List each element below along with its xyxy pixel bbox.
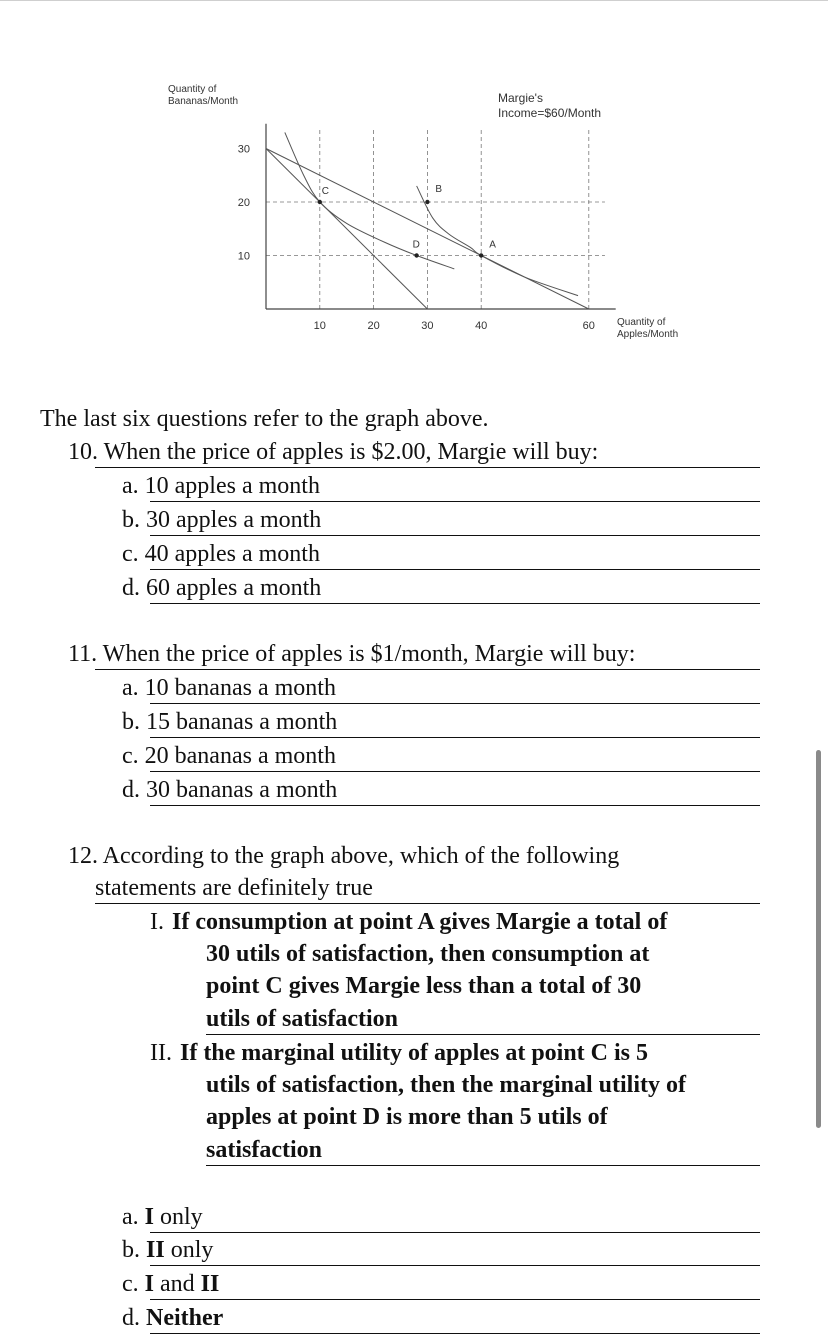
q11-option-c[interactable] <box>0 741 828 771</box>
scrollbar-thumb[interactable] <box>816 750 821 1128</box>
q12-statement-1-text4: utils of satisfaction <box>206 1006 398 1032</box>
x-tick-label-10: 10 <box>313 320 326 332</box>
q12-statement-1-line4 <box>0 1004 828 1034</box>
q12-option-c-prefix: c. <box>122 1271 139 1297</box>
point-D <box>414 253 418 257</box>
q10-option-d-rule <box>150 603 760 604</box>
q12-option-d-rule <box>150 1333 760 1334</box>
point-A <box>479 253 483 257</box>
income-annotation-line1: Margie's <box>498 91 543 105</box>
q12-option-a-rule <box>150 1232 760 1233</box>
q12-statement-2-line1 <box>0 1038 828 1068</box>
q11-option-c-rule <box>150 771 760 772</box>
q10-option-c[interactable] <box>0 539 828 569</box>
y-tick-label-10: 10 <box>237 250 250 263</box>
q12-option-b-rest: only <box>164 1237 214 1263</box>
q12-statement-1-text2: 30 utils of satisfaction, then consumption at <box>206 941 650 967</box>
y-tick-label-20: 20 <box>237 197 250 209</box>
q12-statement-2-line4 <box>0 1135 828 1165</box>
x-tick-label-40: 40 <box>475 320 488 332</box>
q10-option-d[interactable] <box>0 573 828 603</box>
q11-stem-rule <box>95 669 760 670</box>
q11-option-a[interactable] <box>0 673 828 703</box>
q12-statement-2-line3 <box>0 1102 828 1132</box>
q12-option-d-prefix: d. <box>122 1305 140 1331</box>
q12-stem-text1: 12. According to the graph above, which of the following <box>68 843 620 869</box>
q12-statement-1-text3: point C gives Margie less than a total of 30 <box>206 973 642 999</box>
point-label-A: A <box>489 239 496 251</box>
q12-option-c-mid: and <box>154 1271 201 1297</box>
q12-stem-text2: statements are definitely true <box>95 875 373 901</box>
q12-option-b[interactable] <box>0 1235 828 1265</box>
q12-option-c-rule <box>150 1299 760 1300</box>
point-label-D: D <box>412 239 420 251</box>
x-tick-label-20: 20 <box>367 320 380 332</box>
x-tick-label-30: 30 <box>421 320 434 332</box>
q10-option-c-rule <box>150 569 760 570</box>
q10-option-a-rule <box>150 501 760 502</box>
top-border <box>0 0 828 1</box>
q10-option-a[interactable] <box>0 471 828 501</box>
q10-option-b-text: b. 30 apples a month <box>122 507 322 533</box>
q11-option-d-text: d. 30 bananas a month <box>122 777 338 803</box>
point-C <box>318 200 322 204</box>
q12-option-d-bold: Neither <box>146 1305 224 1331</box>
q12-option-c[interactable] <box>0 1269 828 1299</box>
q12-option-b-prefix: b. <box>122 1237 140 1263</box>
q12-statement-2-text1: If the marginal utility of apples at point C is 5 <box>179 1040 649 1066</box>
q11-option-d[interactable] <box>0 775 828 805</box>
q12-statement-1-rule <box>206 1034 760 1035</box>
q12-statement-1-text1: If consumption at point A gives Margie a total of <box>172 909 668 935</box>
q11-stem: 11. When the price of apples is $1/month, Margie will buy: <box>68 641 636 667</box>
q12-statement-1-line1 <box>0 907 828 937</box>
point-label-B: B <box>435 184 443 195</box>
q11-option-a-text: a. 10 bananas a month <box>122 675 336 701</box>
q12-statement-2-rule <box>206 1165 760 1166</box>
y-tick-label-30: 30 <box>237 143 250 156</box>
q12-option-d[interactable] <box>0 1303 828 1333</box>
q12-option-a-prefix: a. <box>122 1204 139 1230</box>
q11-stem-line <box>0 639 828 669</box>
q11-option-c-text: c. 20 bananas a month <box>122 743 336 769</box>
q12-statement-2-text4: satisfaction <box>206 1137 322 1163</box>
intro-line <box>0 404 828 434</box>
q12-statement-1-line3 <box>0 971 828 1001</box>
q10-option-c-text: c. 40 apples a month <box>122 541 320 567</box>
q12-statement-1-line2 <box>0 939 828 969</box>
q11-option-b-text: b. 15 bananas a month <box>122 709 338 735</box>
q11-option-d-rule <box>150 805 760 806</box>
y-axis-label-line1: Quantity of <box>168 84 217 95</box>
q11-option-b[interactable] <box>0 707 828 737</box>
q12-option-a-rest: only <box>154 1204 203 1230</box>
income-annotation-line2: Income=$60/Month <box>498 106 602 120</box>
q12-stem-line2 <box>0 873 828 903</box>
q10-option-b[interactable] <box>0 505 828 535</box>
indifference-curve-chart <box>150 75 710 360</box>
q10-stem: 10. When the price of apples is $2.00, Margie will buy: <box>68 439 599 465</box>
q12-option-a[interactable] <box>0 1202 828 1232</box>
q12-statement-2-text3: apples at point D is more than 5 utils of <box>206 1104 608 1130</box>
q12-option-c-bold2: II <box>200 1271 220 1297</box>
x-tick-label-60: 60 <box>582 320 595 332</box>
y-axis-label-line2: Bananas/Month <box>168 96 239 107</box>
q10-option-a-text: a. 10 apples a month <box>122 473 320 499</box>
q12-option-a-bold: I <box>144 1204 154 1230</box>
point-B <box>425 200 429 204</box>
q12-statement-2-num: II. <box>150 1040 172 1066</box>
q11-option-b-rule <box>150 737 760 738</box>
x-axis-label-line1: Quantity of <box>617 317 666 328</box>
q12-statement-2-text2: utils of satisfaction, then the marginal utility of <box>206 1072 686 1098</box>
point-label-C: C <box>321 186 330 197</box>
q12-option-b-bold: II <box>146 1237 165 1263</box>
q10-stem-line <box>0 437 828 467</box>
q10-option-b-rule <box>150 535 760 536</box>
q10-option-d-text: d. 60 apples a month <box>122 575 322 601</box>
q12-statement-1-num: I. <box>150 909 164 935</box>
q12-option-b-rule <box>150 1265 760 1266</box>
q12-stem-rule <box>95 903 760 904</box>
q12-statement-2-line2 <box>0 1070 828 1100</box>
q12-stem-line1 <box>0 841 828 871</box>
budget-line-1 <box>266 149 427 310</box>
indifference-curve-2 <box>417 186 578 296</box>
intro-text: The last six questions refer to the graph above. <box>40 406 489 432</box>
q12-option-c-bold1: I <box>144 1271 154 1297</box>
q11-option-a-rule <box>150 703 760 704</box>
q10-stem-rule <box>95 467 760 468</box>
x-axis-label-line2: Apples/Month <box>617 329 679 340</box>
